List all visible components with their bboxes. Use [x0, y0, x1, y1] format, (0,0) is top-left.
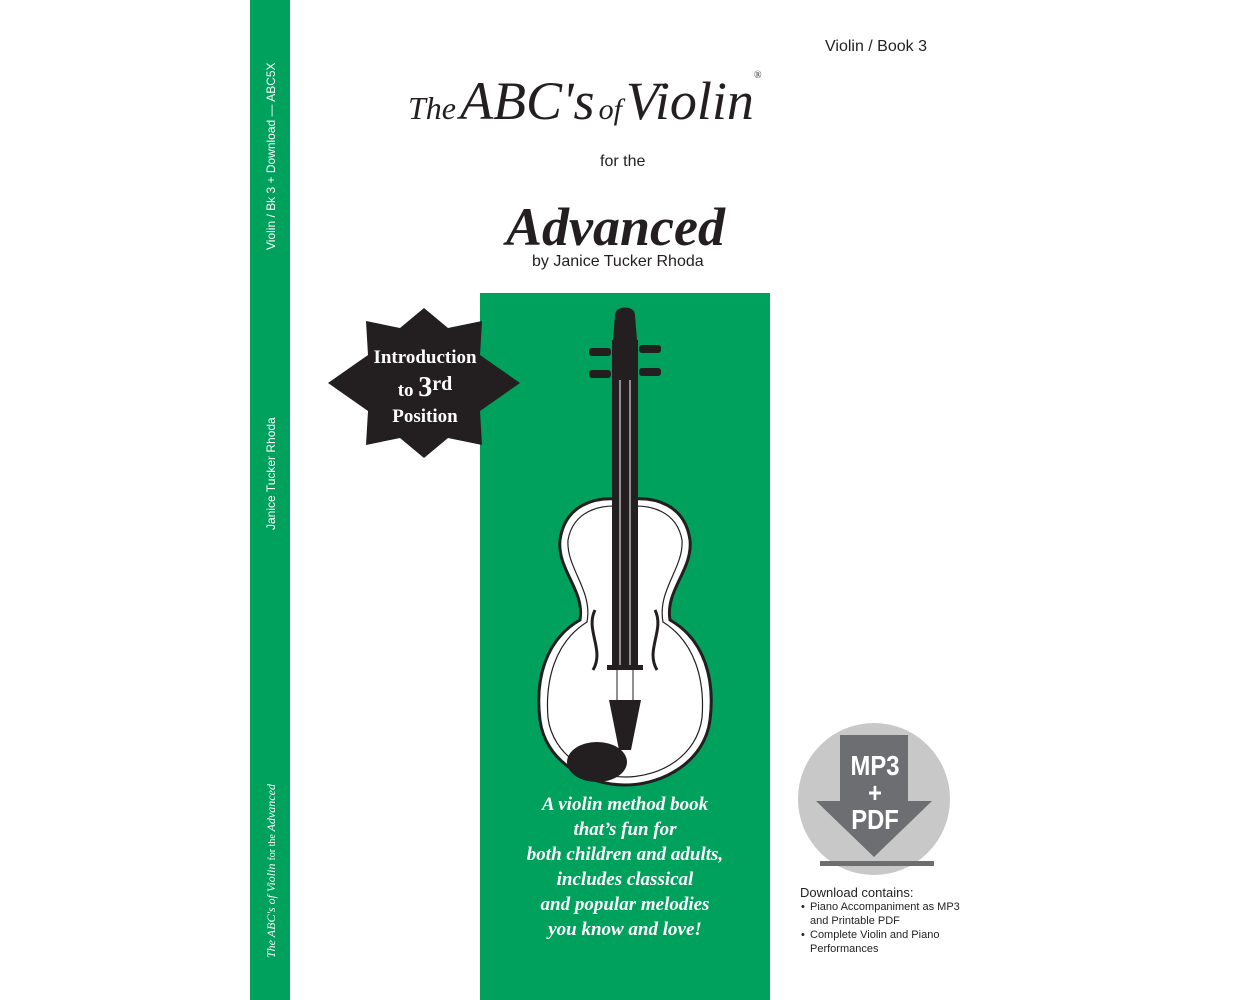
- spine-edition-text: Violin / Bk 3 + Download — ABC5X: [264, 62, 278, 250]
- download-contents: [800, 885, 980, 956]
- series-label: Violin / Book 3: [825, 38, 927, 55]
- violin-illustration: [525, 300, 725, 790]
- blurb: A violin method book that’s fun for both children and adults, includes classical and popular melodies you know and love!: [526, 794, 724, 940]
- download-item: • Piano Accompaniment as MP3 and Printable PDF: [810, 900, 980, 928]
- download-heading: Download contains:: [800, 885, 914, 900]
- badge-text: Introduction to 3rd Position: [373, 347, 477, 427]
- download-item: • Complete Violin and Piano Performances: [810, 928, 980, 956]
- book-spine: [250, 0, 290, 1000]
- author: by Janice Tucker Rhoda: [532, 253, 704, 270]
- book-title: The ABC's of Violin®: [408, 70, 762, 131]
- spine-title: The ABC's of Violin for the Advanced: [264, 784, 278, 958]
- download-badge-text: MP3 + PDF: [850, 750, 900, 835]
- for-the-text: for the: [600, 153, 646, 170]
- spine-author: Janice Tucker Rhoda: [264, 417, 278, 530]
- subtitle: Advanced: [506, 197, 725, 257]
